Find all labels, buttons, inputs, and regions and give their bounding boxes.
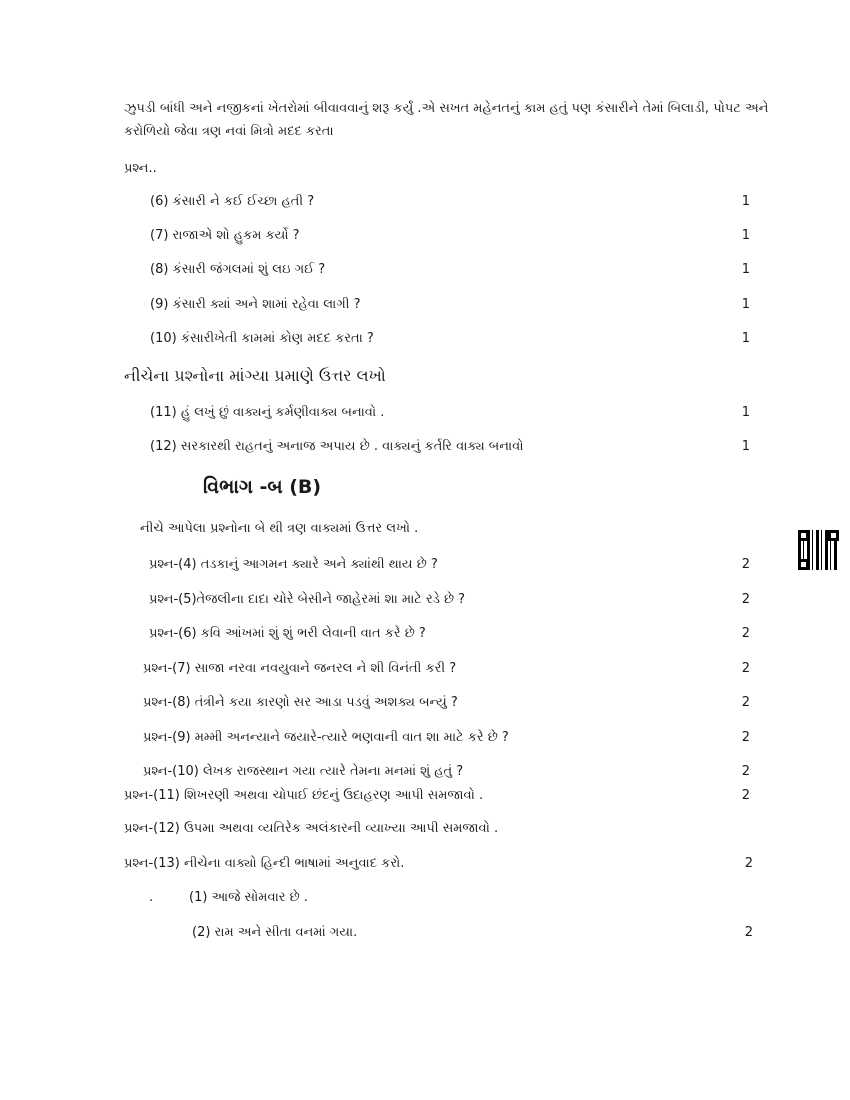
mark-question-9: 1	[741, 297, 750, 312]
mark-question-b-4: 2	[741, 557, 750, 572]
mark-question-b-9: 2	[741, 730, 750, 745]
question-b-13: પ્રશ્ન-(13) નીચેના વાક્યો હિન્દી ભાષામાં અનુવાદ કરો.	[124, 856, 405, 871]
question-9: (9) કંસારી ક્યાં અને શામાં રહેવા લાગી ?	[150, 297, 361, 312]
mark-question-11: 1	[741, 405, 750, 420]
question-b-8: પ્રશ્ન-(8) તંત્રીને કયા કારણો સર આડા પડવું અશક્ય બન્યું ?	[143, 695, 458, 710]
question-b-5: પ્રશ્ન-(5)તેજલીના દાદા ચોરે બેસીને જાહેરમાં શા માટે રડે છે ?	[149, 592, 466, 607]
mark-question-10: 1	[741, 331, 750, 346]
mark-question-8: 1	[741, 262, 750, 277]
mark-question-b-11: 2	[741, 788, 750, 803]
question-b-9: પ્રશ્ન-(9) મમ્મી અનન્યાને જયારે-ત્યારે ભણવાની વાત શા માટે કરે છે ?	[143, 730, 509, 745]
mark-translate-item-2: 2	[744, 925, 753, 940]
question-6: (6) કંસારી ને કઈ ઈચ્છા હતી ?	[150, 194, 315, 209]
mark-question-b-13: 2	[744, 856, 753, 871]
question-b-12: પ્રશ્ન-(12) ઉપમા અથવા વ્યતિરેક અલંકારની વ્યાખ્યા આપી સમજાવો .	[124, 821, 499, 836]
mark-question-12: 1	[741, 439, 750, 454]
translate-item-1: (1) આજે સોમવાર છે .	[189, 890, 308, 905]
grammar-heading: નીચેના પ્રશ્નોના માંગ્યા પ્રમાણે ઉત્તર લખો	[124, 366, 386, 385]
qr-code-icon	[798, 530, 839, 570]
mark-question-b-7: 2	[741, 661, 750, 676]
question-11: (11) હું લખું છું વાક્યનું કર્મણીવાક્ય બનાવો .	[150, 405, 385, 420]
section-b-instruction: નીચે આપેલા પ્રશ્નોના બે થી ત્રણ વાક્યમાં ઉત્તર લખો .	[140, 521, 419, 536]
mark-question-b-8: 2	[741, 695, 750, 710]
mark-question-7: 1	[741, 228, 750, 243]
intro-paragraph: ઝુપડી બાંધી અને નજીકનાં ખેતરોમાં બીવાવવાનું શરૂ કર્યું .એ સખત મહેનતનું કામ હતું પણ કંસારીને તેમાં બિલાડી, પોપટ અને કરોળિયો જેવા ત્રણ નવાં મિત્રો મદદ કરતા	[124, 101, 769, 139]
question-7: (7) રાજાએ શો હુકમ કર્યો ?	[150, 228, 300, 243]
mark-question-6: 1	[741, 194, 750, 209]
translate-item-2: (2) રામ અને સીતા વનમાં ગયા.	[192, 925, 358, 940]
section-b-title: વિભાગ -બ (B)	[203, 476, 322, 498]
question-b-10: પ્રશ્ન-(10) લેખક રાજસ્થાન ગયા ત્યારે તેમના મનમાં શું હતું ?	[143, 764, 464, 779]
mark-question-b-5: 2	[741, 592, 750, 607]
prashna-label: પ્રશ્ન..	[124, 161, 157, 176]
mark-question-b-10: 2	[741, 764, 750, 779]
question-12: (12) સરકારથી રાહતનું અનાજ અપાય છે . વાક્યનું કર્તરિ વાક્ય બનાવો	[150, 439, 524, 454]
mark-question-b-6: 2	[741, 626, 750, 641]
question-b-11: પ્રશ્ન-(11) શિખરણી અથવા ચોપાઈ છંદનું ઉદાહરણ આપી સમજાવો .	[124, 788, 484, 803]
question-b-7: પ્રશ્ન-(7) સાજા નરવા નવયુવાને જનરલ ને શી વિનંતી કરી ?	[143, 661, 457, 676]
question-8: (8) કંસારી જંગલમાં શું લઇ ગઈ ?	[150, 262, 326, 277]
question-10: (10) કંસારીખેતી કામમાં કોણ મદદ કરતા ?	[150, 331, 374, 346]
translate-dot: .	[149, 890, 154, 905]
question-b-4: પ્રશ્ન-(4) તડકાનું આગમન ક્યારે અને ક્યાંથી થાય છે ?	[149, 557, 438, 572]
question-b-6: પ્રશ્ન-(6) કવિ આંખમાં શું શું ભરી લેવાની વાત કરે છે ?	[149, 626, 426, 641]
